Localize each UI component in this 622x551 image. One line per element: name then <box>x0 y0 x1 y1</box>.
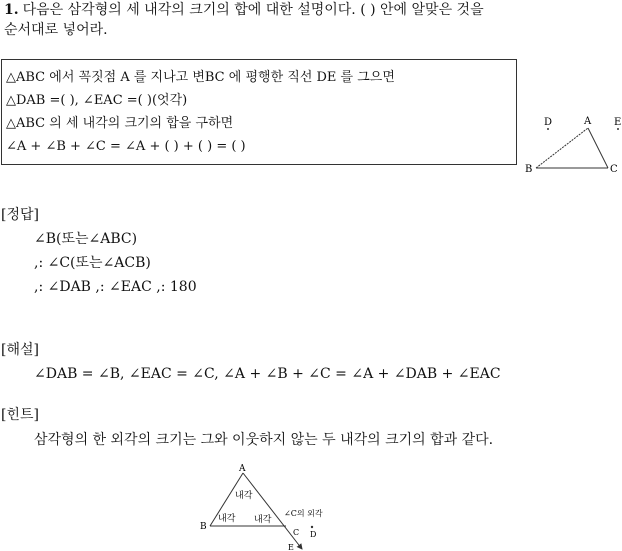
answer-line-3: ,: ∠DAB ,: ∠EAC ,: 180 <box>34 279 197 295</box>
point-d <box>311 526 313 528</box>
fig2-label-interior-c: 내각 <box>254 515 272 525</box>
box-line-1: △ABC 에서 꼭짓점 A 를 지나고 변BC 에 평행한 직선 DE 를 그으면 <box>6 70 395 85</box>
answer-line-2: ,: ∠C(또는∠ACB) <box>34 255 151 271</box>
answer-header: [정답] <box>1 207 39 223</box>
explanation-header: [해설] <box>1 342 39 358</box>
fig2-label-exterior: ∠C의 외각 <box>284 509 323 518</box>
fig2-label-interior-b: 내각 <box>218 514 236 524</box>
point-d <box>547 128 549 130</box>
question-number: 1. <box>4 2 19 18</box>
explanation-box <box>1 59 517 165</box>
exterior-angle-figure <box>196 460 346 551</box>
segment-ac <box>588 128 608 168</box>
label-c: C <box>610 164 618 175</box>
fig2-label-b: B <box>200 522 207 532</box>
fig2-label-interior-a: 내각 <box>235 491 253 501</box>
fig2-label-a: A <box>239 464 246 474</box>
fig2-label-d: D <box>310 530 317 539</box>
label-e: E <box>614 117 622 128</box>
fig2-label-c: C <box>293 528 300 537</box>
hint-header: [힌트] <box>1 407 39 423</box>
point-e <box>617 128 619 130</box>
fig2-label-e: E <box>288 543 294 551</box>
explanation-line-1: ∠DAB = ∠B, ∠EAC = ∠C, ∠A + ∠B + ∠C = ∠A + ∠DAB + ∠EAC <box>34 366 501 382</box>
box-line-4: ∠A + ∠B + ∠C = ∠A + ( ) + ( ) = ( ) <box>6 139 246 154</box>
question-line-2: 순서대로 넣어라. <box>4 22 108 38</box>
box-line-3: △ABC 의 세 내각의 크기의 합을 구하면 <box>6 116 234 131</box>
label-b: B <box>525 164 533 175</box>
label-a: A <box>584 116 592 127</box>
question-line-1 <box>4 0 484 20</box>
hint-line-1: 삼각형의 한 외각의 크기는 그와 이웃하지 않는 두 내각의 크기의 합과 같다. <box>34 432 494 448</box>
question-text: 다음은 삼각형의 세 내각의 크기의 합에 대한 설명이다. ( ) 안에 알맞은 것을 <box>22 2 484 18</box>
label-d: D <box>544 117 553 128</box>
segment-ab <box>536 128 588 168</box>
answer-line-1: ∠B(또는∠ABC) <box>34 231 138 247</box>
box-line-2: △DAB =( ), ∠EAC =( )(엇각) <box>6 93 188 108</box>
triangle-figure <box>520 110 622 180</box>
